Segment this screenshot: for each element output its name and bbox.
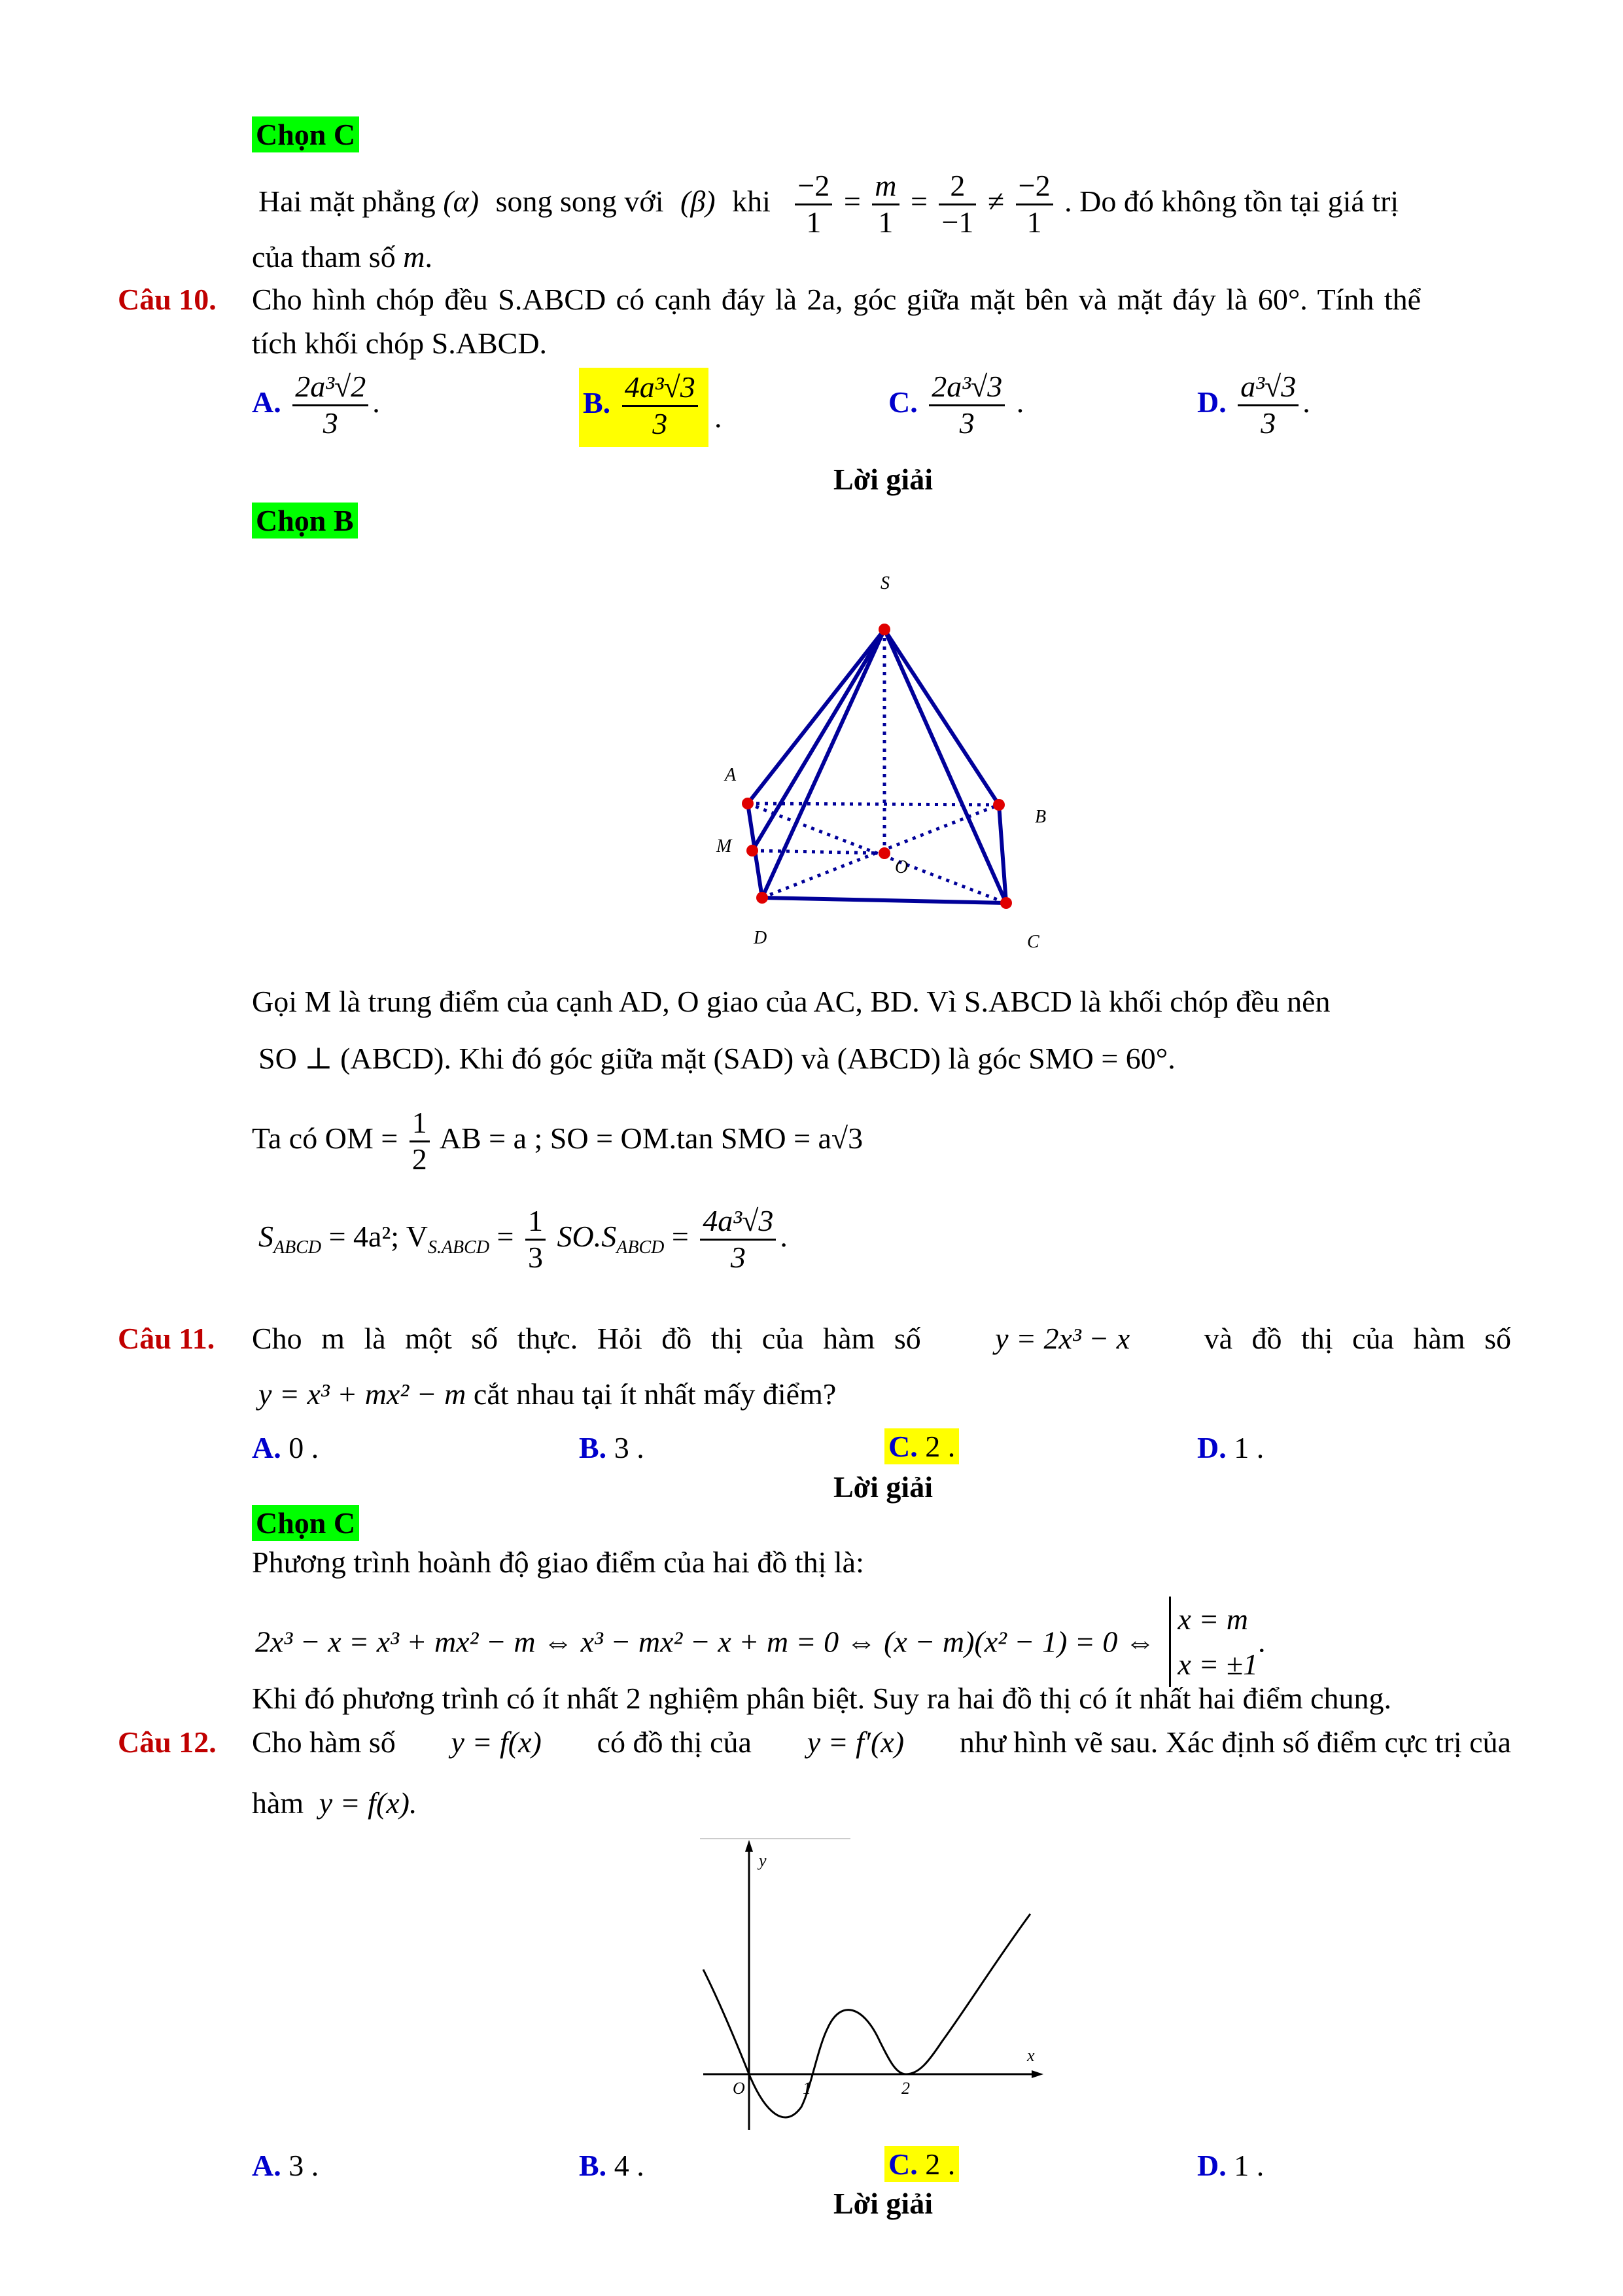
fraction: $\frac{1}{2}$ [410,1106,430,1177]
case-2: x = ±1 [1178,1648,1259,1681]
case-bracket [1169,1597,1258,1687]
option-label: A. [252,1431,281,1464]
edge-DC [762,898,1006,903]
solution-line [252,1106,863,1177]
label-C: C [1027,932,1039,952]
edge-SB [884,629,999,805]
fraction: $\frac{2}{-1}$ [939,169,976,240]
option-a[interactable]: A. $\frac{\text{2a³√2}}{3}$ . [252,370,380,440]
option-label: D. [1197,1431,1227,1464]
option-label: B. [579,2149,607,2182]
fraction: $\frac{-2}{1}$ [795,169,832,240]
segment-MO-hidden [752,851,884,853]
option-label: B. [583,385,611,419]
option-label: C. [888,1430,918,1463]
answer-prev-line1 [258,169,1399,240]
option-value: 2 . [925,2147,956,2181]
point-S [879,624,890,635]
text: hàm [252,1786,304,1820]
option-value: 3 . [288,2149,319,2182]
subscript: S.ABCD [427,1237,490,1258]
solution-line: SO ⊥ (ABCD). Khi đó góc giữa mặt (SAD) và (ABCD) là góc SMO = 60°. [258,1042,1176,1075]
chosen-answer-badge: Chọn B [252,503,358,539]
option-c-highlighted[interactable] [884,2146,959,2182]
solution-title: Lời giải [833,2187,933,2220]
fraction: $\frac{\text{2a³√2}}{3}$ [292,370,368,441]
text: . Do đó không tồn tại giá trị [1064,184,1399,218]
point-B [993,799,1005,811]
math: y = f′(x) [807,1725,905,1759]
label-B: B [1035,807,1047,827]
option-d[interactable] [1197,1430,1264,1466]
edge-AB-hidden [748,804,999,805]
text: Hai mặt phẳng [258,184,436,218]
label-S: S [881,573,890,593]
fraction: $\frac{1}{3}$ [525,1204,546,1275]
equals: = [911,184,928,218]
x-axis-arrow-icon [1032,2070,1043,2078]
math: = 4a²; V [328,1219,428,1253]
solution-line: $S_{ABCD} = 4a^2$; $V_{S.ABCD}$ = $\frac{1}{3}$ $SO.S_{ABCD}$ = $\frac{\text{4a³√3}}{3}$ . [258,1204,788,1274]
text: và đồ thị của hàm số [1204,1322,1511,1355]
option-value: 0 . [288,1431,319,1464]
equals: = [843,184,861,218]
fraction: $\frac{m}{1}$ [872,169,899,240]
math: SO.S [557,1219,617,1253]
text: cắt nhau tại ít nhất mấy điểm? [473,1377,837,1411]
solution-line: Phương trình hoành độ giao điểm của hai đồ thị là: [252,1545,864,1579]
derivative-graph [693,1832,1060,2140]
option-a[interactable] [252,1430,319,1466]
label-M: M [716,836,732,857]
option-d[interactable]: D. $\frac{\text{a³√3}}{3}$ . [1197,370,1310,440]
y-axis-arrow-icon [745,1840,753,1852]
option-value: 2 . [925,1430,956,1463]
option-label: D. [1197,2149,1227,2182]
chosen-answer-badge: Chọn C [252,1505,359,1541]
question-number: Câu 11. [118,1322,215,1355]
option-a[interactable] [252,2147,319,2183]
fraction: $\frac{\text{4a³√3}}{3}$ [622,370,698,442]
option-c[interactable]: C. $\frac{\text{2a³√3}}{3}$ . [888,370,1024,440]
subscript: ABCD [273,1237,322,1258]
question-text [258,1376,836,1412]
fraction: $\frac{-2}{1}$ [1016,169,1053,240]
question-number: Câu 10. [118,283,217,316]
point-C [1000,897,1012,909]
option-value: 4 . [614,2149,644,2182]
math-beta: (β) [680,184,716,218]
math: y = x³ + mx² − m [258,1377,466,1411]
origin-label: O [733,2079,745,2098]
solution-title: Lời giải [833,1470,933,1504]
text: có đồ thị của [597,1725,752,1759]
option-label: C. [888,2147,918,2181]
solution-line: Gọi M là trung điểm của cạnh AD, O giao của AC, BD. Vì S.ABCD là khối chóp đều nên [252,985,1331,1018]
question-number: Câu 12. [118,1725,217,1759]
text: AB = a ; SO = OM.tan SMO = a√3 [439,1121,864,1155]
option-label: A. [252,385,281,419]
option-label: D. [1197,385,1227,419]
solution-equation: 2x³ − x = x³ + mx² − m ⇔ x³ − mx² − x + m = 0 ⇔ (x − m)(x² − 1) = 0 ⇔ x = m x = ±1 . [255,1597,1266,1687]
solution-line: Khi đó phương trình có ít nhất 2 nghiệm phân biệt. Suy ra hai đồ thị có ít nhất hai điểm chung. [252,1682,1392,1715]
math: S [258,1219,273,1253]
fraction: $\frac{\text{2a³√3}}{3}$ [929,370,1005,441]
tick-label-2: 2 [901,2079,910,2098]
point-A [742,798,754,809]
equals: = [497,1219,514,1253]
option-b[interactable] [579,2147,644,2183]
text: như hình vẽ sau. Xác định số điểm cực trị của [959,1725,1511,1759]
math-alpha: (α) [443,184,480,218]
text: Ta có OM = [252,1121,398,1155]
option-value: 3 . [614,1431,644,1464]
option-label: B. [579,1431,607,1464]
y-axis-label: y [759,1851,767,1870]
option-c-highlighted[interactable] [884,1428,959,1464]
question-text [252,1785,417,1821]
pyramid-figure [687,556,1079,962]
answer-prev-line2: của tham số m. [252,240,432,274]
math: y = 2x³ − x [995,1322,1130,1355]
text: Cho hàm số [252,1725,396,1759]
question-text: Cho hình chóp đều S.ABCD có cạnh đáy là 2a, góc giữa mặt bên và mặt đáy là 60°. Tính thể [252,283,1422,316]
solution-title: Lời giải [833,463,933,496]
text: song song với [495,184,664,218]
label-O: O [895,857,909,877]
option-label: A. [252,2149,281,2182]
math-m: m [403,240,425,274]
option-d[interactable] [1197,2147,1264,2183]
fraction: $\frac{\text{a³√3}}{3}$ [1238,370,1299,441]
math: y = f(x) [451,1725,542,1759]
text: Cho m là một số thực. Hỏi đồ thị của hàm số [252,1322,921,1355]
not-equals: ≠ [987,184,1005,218]
label-D: D [754,928,767,948]
math: 2x³ − x = x³ + mx² − m ⇔ x³ − mx² − x + m = 0 ⇔ (x − m)(x² − 1) = 0 ⇔ [255,1625,1155,1659]
f-prime-curve [703,1914,1030,2117]
question-text: tích khối chóp S.ABCD. [252,327,548,360]
equals: = [671,1219,689,1253]
subscript: ABCD [616,1237,665,1258]
option-b-highlighted[interactable] [579,368,708,447]
edge-SM [752,629,884,851]
point-D [756,892,768,904]
x-axis-label: x [1027,2046,1035,2065]
option-label: C. [888,385,918,419]
point-O [879,847,890,859]
math: y = f(x). [319,1786,417,1820]
case-1: x = m [1178,1602,1249,1636]
label-A: A [725,765,737,785]
text: của tham số [252,240,396,274]
question-text [252,1724,1511,1760]
question-text [252,1320,1511,1356]
period: . [714,400,722,434]
chosen-answer-badge: Chọn C [252,116,359,152]
option-value: 1 . [1234,2149,1265,2182]
point-M [746,845,758,857]
option-b[interactable] [579,1430,644,1466]
fraction: $\frac{\text{4a³√3}}{3}$ [700,1204,776,1275]
text: khi [732,184,771,218]
option-value: 1 . [1234,1431,1265,1464]
tick-label-1: 1 [803,2079,811,2098]
